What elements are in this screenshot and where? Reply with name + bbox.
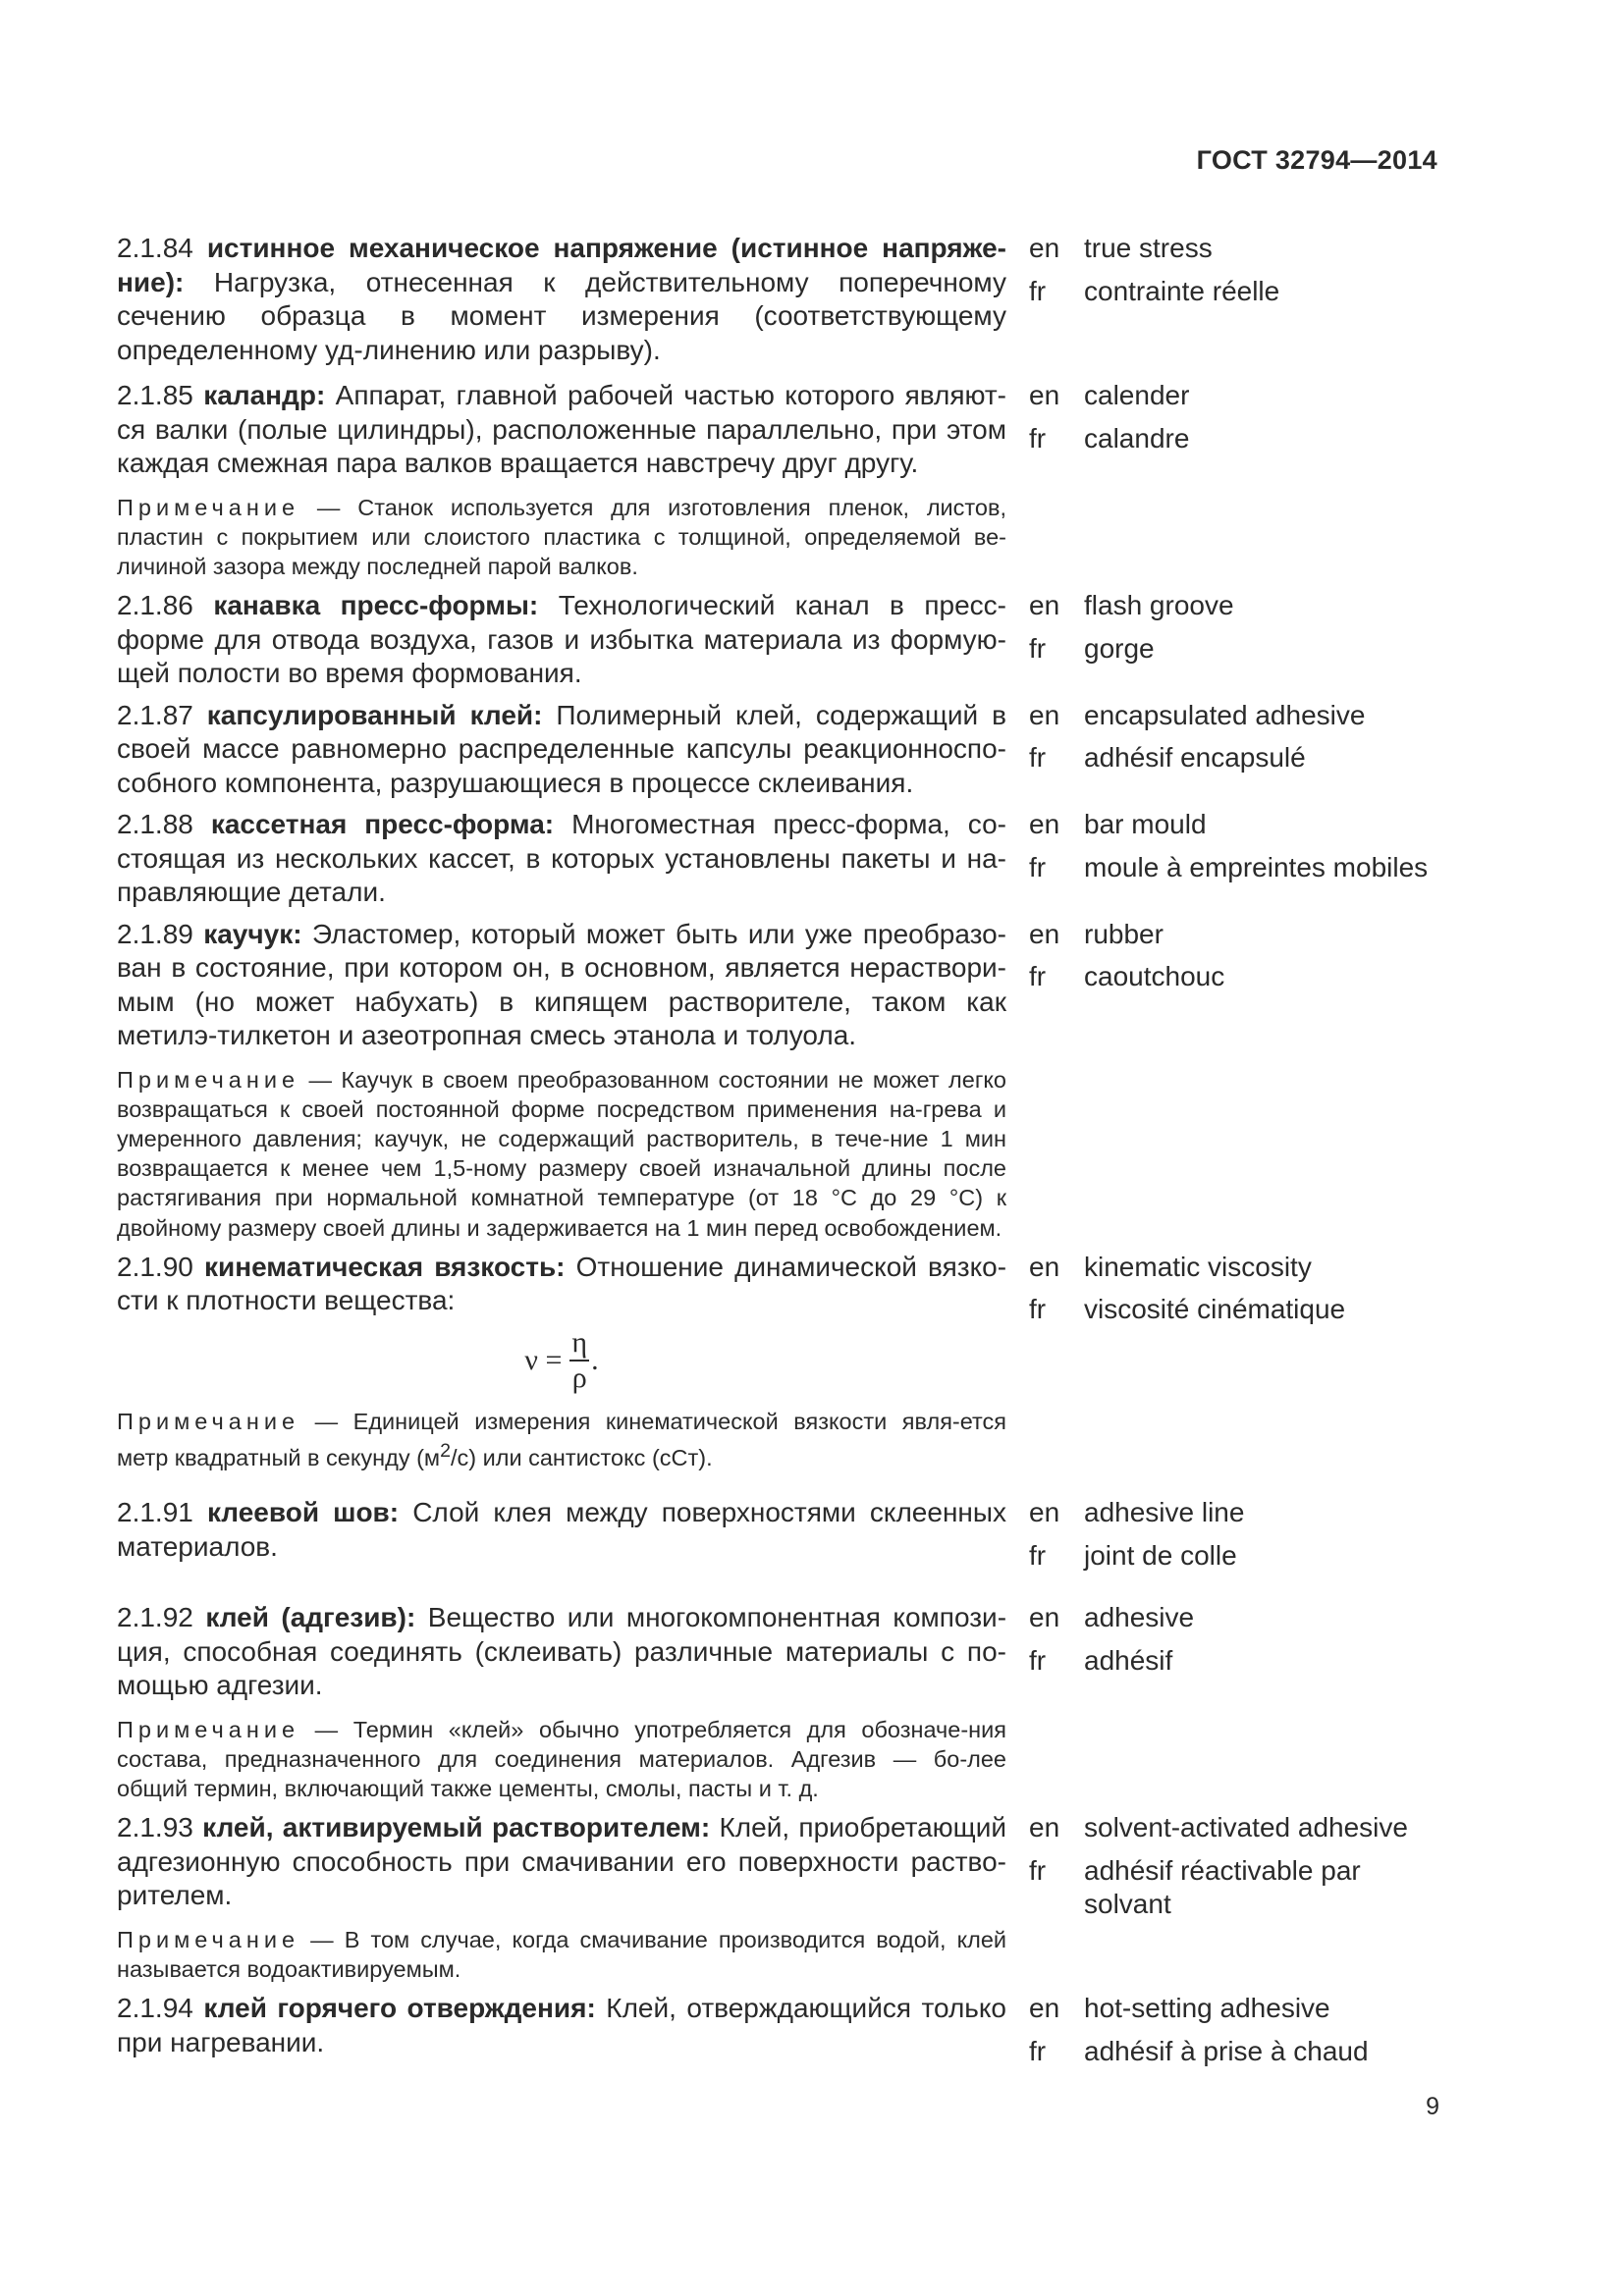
term-title: клей горячего отверждения: [203, 1993, 596, 2024]
term-number: 2.1.91 [117, 1497, 193, 1528]
term-text: Нагрузка, отнесенная к действительному поперечному сечению образца в момент измерения (соответствующему определенному уд-линению или разрыву). [117, 266, 1006, 365]
term-title: кассетная пресс-форма: [210, 809, 555, 840]
term-translations [1029, 379, 1451, 464]
translation-lang: fr [1029, 1539, 1047, 1571]
translation-line [1029, 699, 1451, 733]
term-number: 2.1.90 [117, 1251, 193, 1282]
term-entry [117, 232, 1452, 367]
translation-line [1029, 1992, 1451, 2026]
term-entry [117, 589, 1452, 691]
note-dash: — [314, 1716, 339, 1742]
term-text: Многоместная пресс-форма, со-стоящая из нескольких кассет, в которых установлены пакеты и на-правляющие детали. [117, 809, 1006, 908]
note-text: Каучук в своем преобразованном состоянии не может легко возвращаться к своей постоянной форме посредством применения на-грева и умеренного давления; каучук, не содержащий растворитель, в тече-ние 1 мин возвращается к менее чем 1,5-ному размеру своей изначальной длины после растягивания при нормальной комнатной температуре (от 18 °C до 29 °C) к двойному размеру своей длины и задерживается на 1 мин перед освобождением. [117, 1066, 1007, 1241]
translation-line [1029, 1251, 1451, 1285]
term-note [117, 1407, 1006, 1472]
translation-lang: en [1029, 1993, 1060, 2024]
translation-lang: en [1029, 380, 1060, 410]
term-text: Клей, отверждающийся только при нагревании. [117, 1993, 1007, 2057]
translation-line [1029, 275, 1451, 309]
term-entry [117, 808, 1452, 910]
translation-term: true stress [1084, 233, 1213, 263]
term-number: 2.1.85 [117, 380, 193, 410]
translation-line [1029, 1496, 1451, 1530]
formula-denominator: ρ [571, 1361, 587, 1394]
note-text: Термин «клей» обычно употребляется для обозначе-ния состава, предназначенного для соединения материалов. Адгезив — бо-лее общий термин, включающий также цементы, смолы, пасты и т. д. [117, 1716, 1007, 1801]
translation-line [1029, 808, 1451, 842]
translation-lang: fr [1029, 632, 1047, 664]
translation-term: caoutchouc [1084, 961, 1225, 992]
translation-term: contrainte réelle [1084, 275, 1280, 306]
translation-lang: en [1029, 699, 1060, 730]
term-title: капсулированный клей: [206, 699, 543, 730]
translation-term: adhesive line [1084, 1497, 1245, 1528]
translation-term: calender [1084, 380, 1190, 410]
translation-term: rubber [1084, 918, 1164, 949]
term-entry [117, 1496, 1452, 1581]
term-note [117, 1715, 1006, 1804]
translation-lang: fr [1029, 742, 1047, 774]
note-label: Примечание [117, 494, 300, 520]
term-text: Технологический канал в пресс-форме для отвода воздуха, газов и избытка материала из формую-щей полости во время формования. [117, 590, 1007, 689]
term-definition [117, 379, 1006, 481]
term-title: клей (адгезив): [205, 1602, 416, 1633]
term-definition [117, 1496, 1006, 1564]
note-text: Станок используется для изготовления пленок, листов, пластин с покрытием или слоистого пластика с толщиной, определяемой ве-личиной зазора между последней парой валков. [117, 494, 1006, 579]
term-text: Эластомер, который может быть или уже преобразо-ван в состояние, при котором он, в основном, является нераствори-мым (но может набухать) в кипящем растворителе, таком как метилэ-тилкетон и азеотропная смесь этанола и толуола. [117, 918, 1006, 1051]
term-number: 2.1.86 [117, 590, 193, 621]
note-label: Примечание [117, 1926, 300, 1952]
translation-line [1029, 379, 1451, 413]
term-definition [117, 589, 1006, 691]
term-note [117, 493, 1006, 582]
translation-line [1029, 232, 1451, 266]
translation-term: adhésif réactivable par solvant [1084, 1854, 1361, 1920]
translation-line [1029, 1811, 1451, 1845]
term-text: Вещество или многокомпонентная компози-ция, способная соединять (склеивать) различные материалы с по-мощью адгезии. [117, 1602, 1007, 1701]
term-text: Слой клея между поверхностями склеенных материалов. [117, 1497, 1006, 1562]
term-number: 2.1.89 [117, 918, 193, 949]
term-text: Аппарат, главной рабочей частью которого являют-ся валки (полые цилиндры), расположенные параллельно, при этом каждая смежная пара валков вращается навстречу друг другу. [117, 380, 1007, 478]
term-definition [117, 918, 1006, 1053]
translation-line [1029, 918, 1451, 952]
translation-term: adhesive [1084, 1602, 1195, 1633]
term-definition [117, 1992, 1006, 2059]
term-number: 2.1.92 [117, 1602, 193, 1633]
term-translations [1029, 808, 1451, 893]
translation-lang: fr [1029, 2035, 1047, 2066]
translation-term: adhésif [1084, 1644, 1173, 1676]
translation-line [1029, 1293, 1451, 1327]
term-entry [117, 918, 1452, 1243]
note-text: Единицей измерения кинематической вязкости явля-ется метр квадратный в секунду (м [117, 1408, 1007, 1470]
term-entry [117, 1251, 1452, 1472]
term-text: Полимерный клей, содержащий в своей массе равномерно распределенные капсулы реакционноспо-собного компонента, разрушающиеся в процессе склеивания. [117, 699, 1007, 798]
term-number: 2.1.84 [117, 233, 193, 263]
terms-list [117, 232, 1452, 2077]
formula-lhs: ν = [524, 1343, 563, 1376]
term-title: клей, активируемый растворителем: [202, 1812, 711, 1843]
note-label: Примечание [117, 1716, 300, 1742]
translation-term: kinematic viscosity [1084, 1251, 1312, 1282]
formula-end: . [591, 1343, 599, 1376]
term-entry [117, 379, 1452, 581]
note-label: Примечание [117, 1408, 300, 1434]
term-title: канавка пресс-формы: [213, 590, 539, 621]
translation-lang: en [1029, 233, 1060, 263]
translation-lang: en [1029, 1497, 1060, 1528]
term-entry [117, 1811, 1452, 1984]
translation-lang: fr [1029, 422, 1047, 454]
translation-lang: fr [1029, 1854, 1047, 1886]
term-entry [117, 1992, 1452, 2077]
term-translations [1029, 1811, 1451, 1931]
translation-term: gorge [1084, 632, 1155, 664]
term-translations [1029, 1496, 1451, 1581]
translation-term: adhésif encapsulé [1084, 742, 1306, 774]
term-translations [1029, 1992, 1451, 2077]
translation-lang: en [1029, 1812, 1060, 1843]
translation-lang: en [1029, 1251, 1060, 1282]
translation-lang: fr [1029, 1294, 1047, 1325]
translation-term: viscosité cinématique [1084, 1294, 1346, 1325]
term-title: клеевой шов: [206, 1497, 400, 1528]
term-number: 2.1.87 [117, 699, 193, 730]
term-title: каучук: [203, 918, 302, 949]
term-definition [117, 808, 1006, 910]
term-text: Отношение динамической вязко-сти к плотности вещества: [117, 1251, 1007, 1316]
formula-fraction [569, 1326, 589, 1395]
translation-line [1029, 632, 1451, 667]
note-text-end: /с) или сантистокс (сСт). [450, 1444, 713, 1470]
term-title: истинное механическое напряжение (истинное напряже-ние): [117, 233, 1007, 297]
translation-lang: en [1029, 590, 1060, 621]
note-dash: — [316, 494, 341, 520]
formula-numerator: η [569, 1326, 589, 1362]
term-entry [117, 1601, 1452, 1803]
translation-lang: en [1029, 1602, 1060, 1633]
note-superscript: 2 [440, 1440, 451, 1463]
term-definition [117, 699, 1006, 801]
term-translations [1029, 918, 1451, 1003]
translation-term: joint de colle [1084, 1539, 1237, 1571]
note-dash: — [314, 1408, 339, 1434]
term-translations [1029, 1251, 1451, 1336]
translation-term: adhésif à prise à chaud [1084, 2035, 1369, 2066]
translation-term: hot-setting adhesive [1084, 1993, 1330, 2024]
term-number: 2.1.93 [117, 1812, 193, 1843]
translation-line [1029, 1601, 1451, 1635]
formula [117, 1326, 1006, 1395]
translation-lang: fr [1029, 851, 1047, 882]
term-definition [117, 1811, 1006, 1913]
document-header: ГОСТ 32794—2014 [1196, 145, 1437, 175]
term-note [117, 1925, 1006, 1984]
term-number: 2.1.94 [117, 1993, 193, 2024]
translation-line [1029, 422, 1451, 456]
page-number: 9 [1426, 2093, 1439, 2120]
note-dash: — [310, 1926, 334, 1952]
translation-lang: fr [1029, 961, 1047, 992]
term-definition [117, 232, 1006, 367]
term-definition [117, 1601, 1006, 1703]
term-definition [117, 1251, 1006, 1318]
note-text: В том случае, когда смачивание производится водой, клей называется водоактивируемым. [117, 1926, 1007, 1982]
translation-line [1029, 1644, 1451, 1679]
translation-lang: fr [1029, 275, 1047, 306]
translation-line [1029, 851, 1451, 885]
translation-lang: en [1029, 918, 1060, 949]
term-entry [117, 699, 1452, 801]
translation-line [1029, 741, 1451, 775]
translation-term: bar mould [1084, 809, 1207, 840]
note-label: Примечание [117, 1066, 300, 1093]
term-translations [1029, 699, 1451, 784]
note-dash: — [308, 1066, 332, 1093]
translation-term: flash groove [1084, 590, 1234, 621]
term-title: кинематическая вязкость: [203, 1251, 566, 1282]
translation-lang: en [1029, 809, 1060, 840]
translation-line [1029, 2035, 1451, 2069]
term-text: Клей, приобретающий адгезионную способность при смачивании его поверхности раство-рителем. [117, 1812, 1007, 1911]
translation-term: moule à empreintes mobiles [1084, 851, 1429, 882]
translation-line [1029, 960, 1451, 994]
term-translations [1029, 589, 1451, 674]
term-translations [1029, 232, 1451, 317]
translation-line [1029, 589, 1451, 623]
term-note [117, 1065, 1006, 1243]
translation-line [1029, 1539, 1451, 1574]
term-translations [1029, 1601, 1451, 1686]
term-number: 2.1.88 [117, 809, 193, 840]
translation-line [1029, 1854, 1451, 1922]
term-title: каландр: [203, 380, 326, 410]
translation-term: encapsulated adhesive [1084, 699, 1366, 730]
translation-lang: fr [1029, 1644, 1047, 1676]
translation-term: calandre [1084, 422, 1190, 454]
translation-term: solvent-activated adhesive [1084, 1812, 1408, 1843]
